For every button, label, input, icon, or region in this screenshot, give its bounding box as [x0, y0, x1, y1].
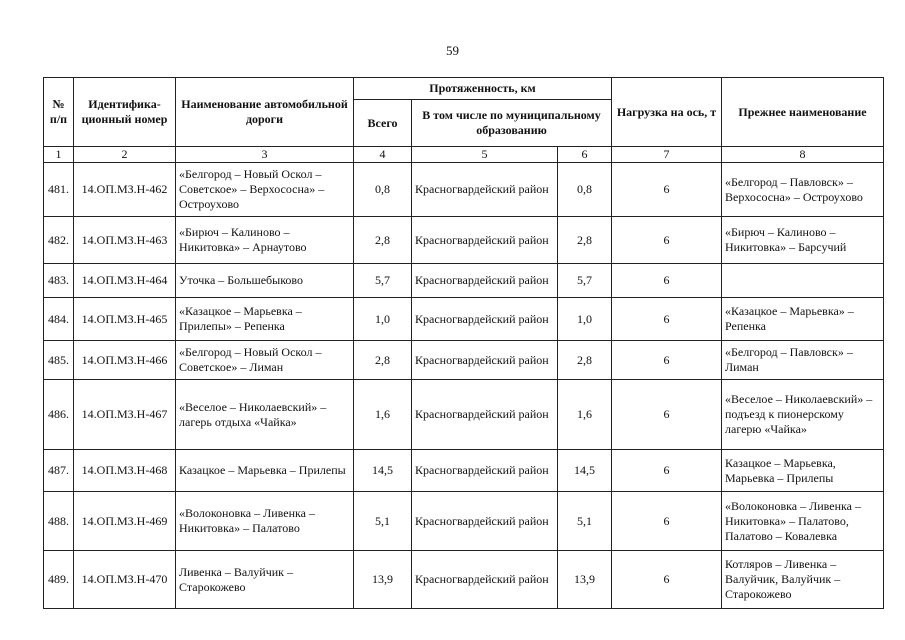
municipality: Красногвардейский район [412, 551, 558, 609]
length-municipal: 5,7 [558, 264, 612, 298]
roads-table [43, 77, 884, 609]
previous-name: Казацкое – Марьевка, Марьевка – Прилепы [722, 450, 884, 492]
header-id: Идентифика-ционный номер [74, 78, 176, 147]
road-id: 14.ОП.МЗ.Н-463 [74, 217, 176, 264]
axle-load: 6 [612, 450, 722, 492]
table-row [44, 298, 884, 341]
axle-load: 6 [612, 163, 722, 217]
length-municipal: 1,0 [558, 298, 612, 341]
length-total: 2,8 [354, 217, 412, 264]
header-road-name: Наименование автомобильной дороги [176, 78, 354, 147]
column-number: 3 [176, 147, 354, 163]
axle-load: 6 [612, 298, 722, 341]
axle-load: 6 [612, 217, 722, 264]
length-total: 1,0 [354, 298, 412, 341]
length-total: 14,5 [354, 450, 412, 492]
municipality: Красногвардейский район [412, 163, 558, 217]
length-total: 2,8 [354, 341, 412, 380]
length-total: 1,6 [354, 380, 412, 450]
length-total: 5,1 [354, 492, 412, 551]
road-name: «Казацкое – Марьевка – Прилепы» – Репенка [176, 298, 354, 341]
table-row [44, 217, 884, 264]
road-name: Ливенка – Валуйчик – Старокожево [176, 551, 354, 609]
road-name: Уточка – Большебыково [176, 264, 354, 298]
previous-name [722, 264, 884, 298]
axle-load: 6 [612, 341, 722, 380]
header-length: Протяженность, км [354, 78, 612, 100]
header-total: Всего [354, 100, 412, 147]
page-number: 59 [446, 43, 459, 58]
length-municipal: 0,8 [558, 163, 612, 217]
road-id: 14.ОП.МЗ.Н-469 [74, 492, 176, 551]
axle-load: 6 [612, 492, 722, 551]
length-municipal: 2,8 [558, 341, 612, 380]
axle-load: 6 [612, 551, 722, 609]
axle-load: 6 [612, 264, 722, 298]
row-number: 487. [44, 450, 74, 492]
column-number: 1 [44, 147, 74, 163]
table-row [44, 450, 884, 492]
column-number: 7 [612, 147, 722, 163]
road-name: «Веселое – Николаевский» – лагерь отдыха «Чайка» [176, 380, 354, 450]
table-row [44, 163, 884, 217]
previous-name: «Белгород – Павловск» – Верхососна» – Остроухово [722, 163, 884, 217]
road-id: 14.ОП.МЗ.Н-464 [74, 264, 176, 298]
length-municipal: 14,5 [558, 450, 612, 492]
column-number: 6 [558, 147, 612, 163]
road-id: 14.ОП.МЗ.Н-465 [74, 298, 176, 341]
municipality: Красногвардейский район [412, 450, 558, 492]
table-row [44, 551, 884, 609]
row-number: 483. [44, 264, 74, 298]
table-row [44, 264, 884, 298]
header-num: № п/п [44, 78, 74, 147]
row-number: 481. [44, 163, 74, 217]
row-number: 488. [44, 492, 74, 551]
road-id: 14.ОП.МЗ.Н-470 [74, 551, 176, 609]
length-total: 13,9 [354, 551, 412, 609]
row-number: 489. [44, 551, 74, 609]
length-total: 0,8 [354, 163, 412, 217]
previous-name: «Бирюч – Калиново – Никитовка» – Барсучий [722, 217, 884, 264]
row-number: 482. [44, 217, 74, 264]
row-number: 486. [44, 380, 74, 450]
municipality: Красногвардейский район [412, 298, 558, 341]
row-number: 485. [44, 341, 74, 380]
previous-name: Котляров – Ливенка – Валуйчик, Валуйчик – Старокожево [722, 551, 884, 609]
length-municipal: 5,1 [558, 492, 612, 551]
municipality: Красногвардейский район [412, 264, 558, 298]
road-name: «Белгород – Новый Оскол – Советское» – Лиман [176, 341, 354, 380]
length-total: 5,7 [354, 264, 412, 298]
municipality: Красногвардейский район [412, 380, 558, 450]
road-id: 14.ОП.МЗ.Н-462 [74, 163, 176, 217]
length-municipal: 13,9 [558, 551, 612, 609]
length-municipal: 1,6 [558, 380, 612, 450]
road-name: Казацкое – Марьевка – Прилепы [176, 450, 354, 492]
row-number: 484. [44, 298, 74, 341]
length-municipal: 2,8 [558, 217, 612, 264]
table-row [44, 380, 884, 450]
header-axle-load: Нагрузка на ось, т [612, 78, 722, 147]
road-name: «Бирюч – Калиново – Никитовка» – Арнаутово [176, 217, 354, 264]
column-number: 8 [722, 147, 884, 163]
road-id: 14.ОП.МЗ.Н-468 [74, 450, 176, 492]
previous-name: «Белгород – Павловск» – Лиман [722, 341, 884, 380]
municipality: Красногвардейский район [412, 492, 558, 551]
road-id: 14.ОП.МЗ.Н-466 [74, 341, 176, 380]
municipality: Красногвардейский район [412, 341, 558, 380]
road-name: «Волоконовка – Ливенка – Никитовка» – Палатово [176, 492, 354, 551]
road-id: 14.ОП.МЗ.Н-467 [74, 380, 176, 450]
previous-name: «Волоконовка – Ливенка – Никитовка» – Палатово, Палатово – Ковалевка [722, 492, 884, 551]
column-number: 4 [354, 147, 412, 163]
header-previous-name: Прежнее наименование [722, 78, 884, 147]
table-row [44, 492, 884, 551]
previous-name: «Веселое – Николаевский» – подъезд к пионерскому лагерю «Чайка» [722, 380, 884, 450]
header-municipal: В том числе по муниципальному образованию [412, 100, 612, 147]
road-name: «Белгород – Новый Оскол – Советское» – Верхососна» – Остроухово [176, 163, 354, 217]
axle-load: 6 [612, 380, 722, 450]
column-number: 2 [74, 147, 176, 163]
previous-name: «Казацкое – Марьевка» – Репенка [722, 298, 884, 341]
column-number: 5 [412, 147, 558, 163]
municipality: Красногвардейский район [412, 217, 558, 264]
table-row [44, 341, 884, 380]
